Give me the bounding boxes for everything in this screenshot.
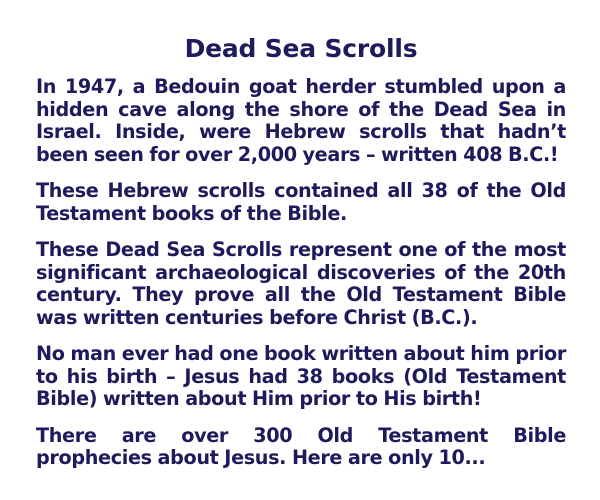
paragraph-prophecy-books: No man ever had one book written about him prior to his birth – Jesus had 38 books (Old Testament Bible) written about Him prior to His birth! xyxy=(36,342,566,410)
paragraph-discovery: In 1947, a Bedouin goat herder stumbled upon a hidden cave along the shore of the Dead Sea in Israel. Inside, were Hebrew scrolls that hadn’t been seen for over 2,000 years – written 408 B.C.! xyxy=(36,75,566,166)
paragraph-prophecy-count: There are over 300 Old Testament Bible prophecies about Jesus. Here are only 10... xyxy=(36,423,566,469)
paragraph-significance: These Dead Sea Scrolls represent one of the most significant archaeological discoveries of the 20th century. They prove all the Old Testament Bible was written centuries before Christ (B.C.). xyxy=(36,238,566,329)
paragraph-contents: These Hebrew scrolls contained all 38 of the Old Testament books of the Bible. xyxy=(36,179,566,225)
page-title: Dead Sea Scrolls xyxy=(184,34,418,63)
